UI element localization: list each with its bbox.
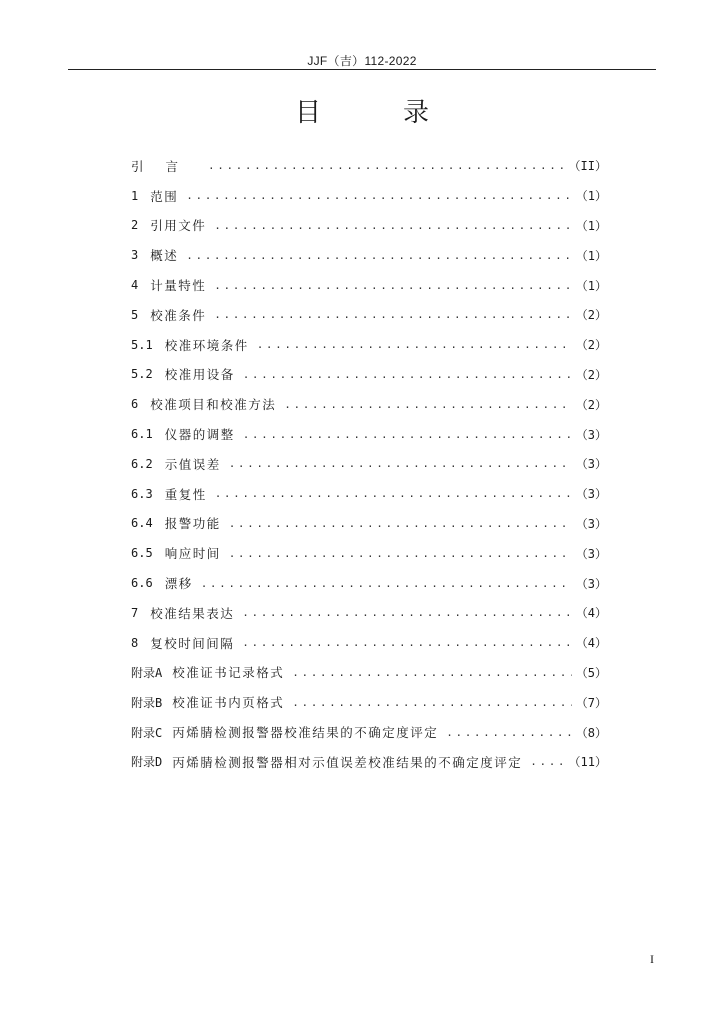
toc-entry-label: 漂移 xyxy=(164,576,193,592)
toc-entry-label: 复校时间间隔 xyxy=(150,635,235,651)
toc-entry-page: （5） xyxy=(575,665,607,680)
toc-dot-leader xyxy=(229,547,572,560)
toc-entry-label: 校准条件 xyxy=(150,307,207,323)
toc-entry-number: 4 xyxy=(131,278,139,293)
toc-entry-overview[interactable] xyxy=(131,240,607,270)
toc-entry-references[interactable] xyxy=(131,211,607,241)
toc-entry-page: （3） xyxy=(575,487,607,502)
toc-dot-leader xyxy=(229,457,572,470)
toc-entry-drift[interactable] xyxy=(131,568,607,598)
toc-entry-introduction[interactable] xyxy=(131,151,607,181)
toc-entry-label: 丙烯腈检测报警器相对示值误差校准结果的不确定度评定 xyxy=(172,754,523,770)
toc-entry-calibration-items-methods[interactable] xyxy=(131,389,607,419)
toc-dot-leader xyxy=(257,338,572,351)
toc-entry-number: 2 xyxy=(131,218,139,233)
toc-entry-page: （1） xyxy=(575,248,607,263)
toc-entry-appendix-b[interactable] xyxy=(131,687,607,717)
toc-entry-scope[interactable] xyxy=(131,181,607,211)
toc-entry-label: 重复性 xyxy=(164,486,207,502)
toc-entry-page: （3） xyxy=(575,427,607,442)
toc-entry-label: 计量特性 xyxy=(150,278,207,294)
toc-dot-leader xyxy=(229,517,572,530)
toc-entry-page: （11） xyxy=(568,755,607,770)
toc-entry-number: 5 xyxy=(131,307,139,322)
toc-dot-leader xyxy=(214,219,572,232)
toc-entry-label: 校准环境条件 xyxy=(164,337,249,353)
toc-entry-page: （4） xyxy=(575,636,607,651)
toc-title: 目 录 xyxy=(294,98,457,128)
toc-dot-leader xyxy=(243,368,572,381)
toc-dot-leader xyxy=(292,666,572,679)
toc-entry-label: 示值误差 xyxy=(164,456,221,472)
toc-entry-label: 引用文件 xyxy=(150,218,207,234)
toc-dot-leader xyxy=(208,159,565,172)
toc-entry-number: 6.2 xyxy=(131,456,153,471)
toc-list xyxy=(131,151,607,777)
toc-dot-leader xyxy=(292,696,572,709)
toc-dot-leader xyxy=(446,726,572,739)
header-rule xyxy=(68,69,656,70)
toc-entry-page: （1） xyxy=(575,189,607,204)
toc-entry-label: 概述 xyxy=(150,248,179,264)
toc-entry-metrological-characteristics[interactable] xyxy=(131,270,607,300)
toc-dot-leader xyxy=(243,428,572,441)
toc-entry-number: 3 xyxy=(131,248,139,263)
toc-entry-page: （3） xyxy=(575,516,607,531)
toc-entry-appendix-c[interactable] xyxy=(131,717,607,747)
toc-entry-page: （3） xyxy=(575,457,607,472)
toc-entry-number: 8 xyxy=(131,635,139,650)
toc-entry-number: 5.1 xyxy=(131,337,153,352)
toc-entry-calibration-conditions[interactable] xyxy=(131,300,607,330)
toc-entry-number: 6.1 xyxy=(131,427,153,442)
toc-entry-page: （II） xyxy=(568,159,607,174)
toc-entry-number: 7 xyxy=(131,605,139,620)
toc-dot-leader xyxy=(530,755,564,768)
standard-code-header: JJF（吉）112-2022 xyxy=(307,54,417,68)
toc-entry-number: 6.4 xyxy=(131,516,153,531)
toc-entry-page: （2） xyxy=(575,367,607,382)
toc-entry-number: 5.2 xyxy=(131,367,153,382)
toc-entry-environment-conditions[interactable] xyxy=(131,330,607,360)
toc-entry-label: 引言 xyxy=(131,158,201,174)
toc-entry-label: 响应时间 xyxy=(164,546,221,562)
toc-entry-page: （1） xyxy=(575,218,607,233)
toc-entry-page: （3） xyxy=(575,576,607,591)
toc-entry-page: （2） xyxy=(575,397,607,412)
toc-entry-page: （2） xyxy=(575,308,607,323)
toc-entry-number: 6.3 xyxy=(131,486,153,501)
toc-entry-number: 6 xyxy=(131,397,139,412)
toc-entry-page: （3） xyxy=(575,546,607,561)
page-number: I xyxy=(650,952,654,966)
toc-entry-label: 校准证书记录格式 xyxy=(172,665,285,681)
toc-entry-repeatability[interactable] xyxy=(131,479,607,509)
toc-entry-page: （2） xyxy=(575,338,607,353)
toc-entry-alarm-function[interactable] xyxy=(131,509,607,539)
toc-dot-leader xyxy=(186,189,572,202)
toc-entry-label: 校准证书内页格式 xyxy=(172,695,285,711)
toc-entry-label: 仪器的调整 xyxy=(164,427,235,443)
toc-entry-indication-error[interactable] xyxy=(131,449,607,479)
toc-entry-number: 6.6 xyxy=(131,576,153,591)
toc-dot-leader xyxy=(284,398,572,411)
toc-entry-number: 附录D xyxy=(131,755,163,770)
toc-dot-leader xyxy=(242,606,572,619)
toc-entry-label: 范围 xyxy=(150,188,179,204)
toc-dot-leader xyxy=(214,279,572,292)
toc-entry-result-expression[interactable] xyxy=(131,598,607,628)
toc-entry-label: 校准结果表达 xyxy=(150,605,235,621)
toc-entry-recalibration-interval[interactable] xyxy=(131,628,607,658)
toc-entry-label: 报警功能 xyxy=(164,516,221,532)
toc-entry-number: 附录B xyxy=(131,695,163,710)
toc-dot-leader xyxy=(215,487,572,500)
toc-dot-leader xyxy=(186,249,572,262)
toc-entry-page: （4） xyxy=(575,606,607,621)
toc-entry-page: （1） xyxy=(575,278,607,293)
toc-entry-label: 校准用设备 xyxy=(164,367,235,383)
toc-dot-leader xyxy=(242,636,572,649)
toc-entry-label: 校准项目和校准方法 xyxy=(150,397,277,413)
toc-entry-number: 附录C xyxy=(131,725,163,740)
toc-entry-label: 丙烯腈检测报警器校准结果的不确定度评定 xyxy=(172,725,439,741)
toc-entry-page: （8） xyxy=(575,725,607,740)
toc-entry-appendix-d[interactable] xyxy=(131,747,607,777)
toc-entry-number: 附录A xyxy=(131,665,163,680)
toc-entry-number: 1 xyxy=(131,188,139,203)
toc-entry-calibration-equipment[interactable] xyxy=(131,360,607,390)
toc-entry-page: （7） xyxy=(575,695,607,710)
toc-dot-leader xyxy=(201,577,572,590)
toc-entry-response-time[interactable] xyxy=(131,538,607,568)
toc-entry-number: 6.5 xyxy=(131,546,153,561)
toc-entry-instrument-adjustment[interactable] xyxy=(131,419,607,449)
toc-entry-appendix-a[interactable] xyxy=(131,658,607,688)
toc-dot-leader xyxy=(214,308,572,321)
